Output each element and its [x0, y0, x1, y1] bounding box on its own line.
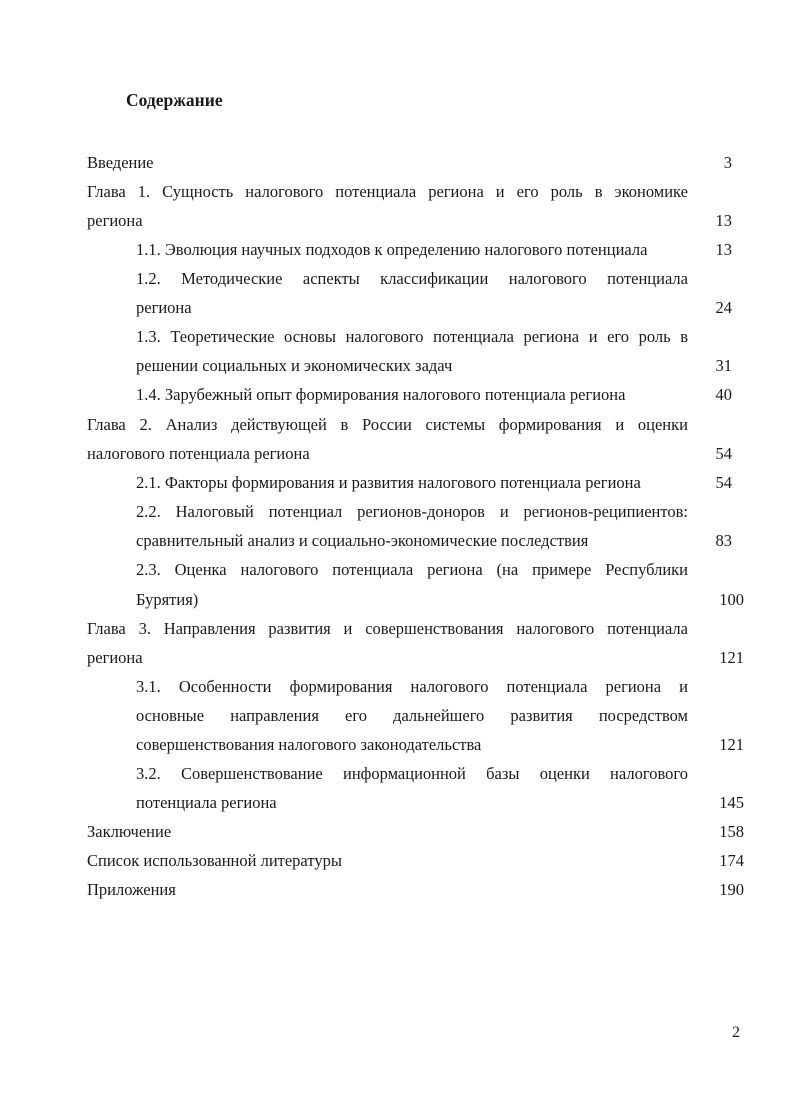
- toc-page-number: 40: [715, 385, 732, 404]
- toc-page-number: 145: [719, 793, 744, 812]
- toc-page-number: 158: [719, 822, 744, 841]
- toc-line: 1.3. Теоретические основы налогового потенциала региона и его роль в: [136, 327, 688, 346]
- toc-line: [87, 180, 688, 204]
- toc-page-number: 13: [715, 211, 732, 230]
- toc-line: налогового потенциала региона: [87, 444, 310, 463]
- toc-line: Приложения: [87, 880, 176, 899]
- toc-line: сравнительный анализ и социально-экономические последствия: [136, 531, 589, 550]
- toc-line: региона: [87, 648, 143, 667]
- toc-line: Глава 3. Направления развития и совершенствования налогового потенциала: [87, 619, 688, 638]
- toc-page-number: 190: [719, 880, 744, 899]
- toc-line: 1.1. Эволюция научных подходов к определению налогового потенциала: [136, 240, 648, 259]
- toc-line: Бурятия): [136, 590, 199, 609]
- toc-page-number: 174: [719, 851, 744, 870]
- page-number: 2: [732, 1024, 740, 1041]
- toc-page-number: 3: [723, 153, 732, 172]
- toc-line: основные направления его дальнейшего развития посредством: [136, 706, 688, 725]
- toc-line: региона: [136, 298, 192, 317]
- toc-line: Список использованной литературы: [87, 851, 342, 870]
- toc-line: Глава 2. Анализ действующей в России системы формирования и оценки: [87, 415, 688, 434]
- toc-title: Содержание: [126, 90, 223, 110]
- toc-line: 3.1. Особенности формирования налогового потенциала региона и: [136, 677, 688, 696]
- toc-line: 2.2. Налоговый потенциал регионов-доноров и регионов-реципиентов:: [136, 502, 688, 521]
- toc-line: 2.3. Оценка налогового потенциала региона (на примере Республики: [136, 560, 688, 579]
- toc-line: Заключение: [87, 822, 172, 841]
- toc-page-number: 100: [719, 590, 744, 609]
- toc-page-number: 24: [715, 298, 732, 317]
- toc-page-number: 83: [715, 531, 732, 550]
- toc-line: Введение: [87, 153, 154, 172]
- toc-page-number: 31: [715, 356, 732, 375]
- toc-line-text: Глава 1. Сущность налогового потенциала региона и его роль в экономике: [87, 182, 688, 201]
- toc-line: 3.2. Совершенствование информационной базы оценки налогового: [136, 764, 688, 783]
- toc-line: региона: [87, 211, 143, 230]
- toc-page-number: 54: [715, 444, 732, 463]
- toc-line: 2.1. Факторы формирования и развития налогового потенциала региона: [136, 473, 641, 492]
- toc-line: 1.4. Зарубежный опыт формирования налогового потенциала региона: [136, 385, 626, 404]
- toc-page-number: 13: [715, 240, 732, 259]
- toc-line: решении социальных и экономических задач: [136, 356, 453, 375]
- toc-line: 1.2. Методические аспекты классификации налогового потенциала: [136, 269, 688, 288]
- toc-page-number: 54: [715, 473, 732, 492]
- toc-page-number: 121: [719, 735, 744, 754]
- toc-line: потенциала региона: [136, 793, 277, 812]
- toc-page-number: 121: [719, 648, 744, 667]
- toc-line: совершенствования налогового законодательства: [136, 735, 482, 754]
